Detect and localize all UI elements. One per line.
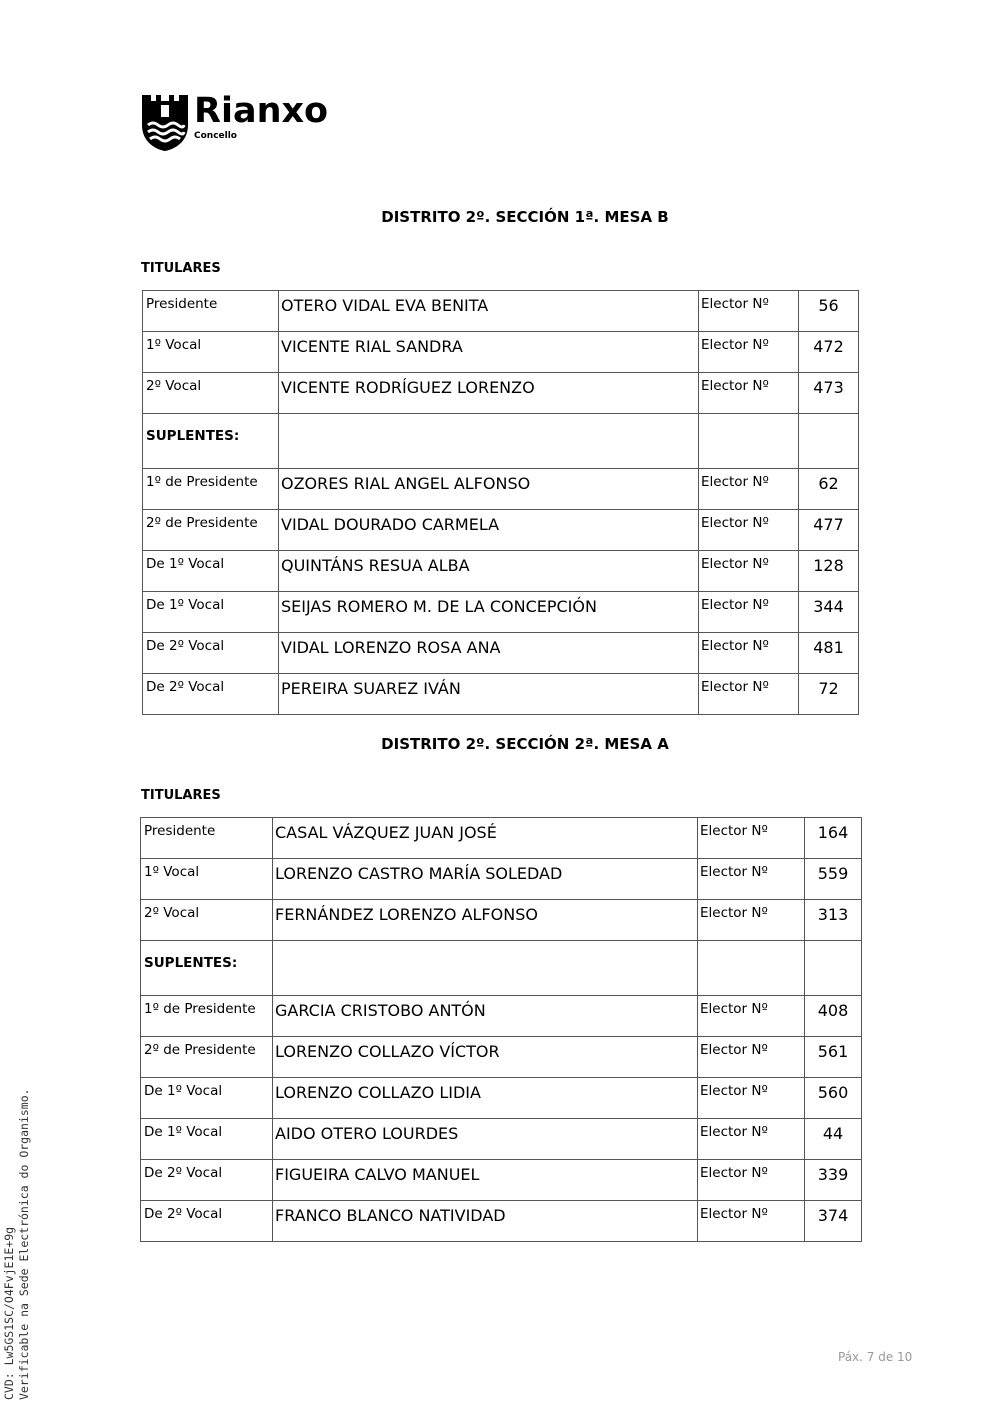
suplentes-label: SUPLENTES: bbox=[143, 414, 279, 469]
name-cell: VIDAL DOURADO CARMELA bbox=[279, 510, 699, 551]
empty-cell bbox=[699, 414, 799, 469]
elector-number-cell: 62 bbox=[799, 469, 859, 510]
table-row bbox=[141, 900, 862, 941]
elector-number-cell: 560 bbox=[805, 1078, 862, 1119]
cvd-code: CVD: Lw5GS1SC/O4FvjE1E+9g bbox=[2, 1226, 16, 1400]
elector-label-cell: Elector Nº bbox=[699, 291, 799, 332]
name-cell: FIGUEIRA CALVO MANUEL bbox=[273, 1160, 698, 1201]
elector-number-cell: 408 bbox=[805, 996, 862, 1037]
role-cell: De 1º Vocal bbox=[143, 592, 279, 633]
titulares-label: TITULARES bbox=[141, 788, 221, 803]
name-cell: VICENTE RODRÍGUEZ LORENZO bbox=[279, 373, 699, 414]
role-cell: De 2º Vocal bbox=[143, 633, 279, 674]
table-row bbox=[143, 291, 859, 332]
name-cell: GARCIA CRISTOBO ANTÓN bbox=[273, 996, 698, 1037]
elector-number-cell: 339 bbox=[805, 1160, 862, 1201]
table-row bbox=[141, 818, 862, 859]
table-row bbox=[141, 1201, 862, 1242]
elector-label-cell: Elector Nº bbox=[698, 1119, 805, 1160]
elector-label-cell: Elector Nº bbox=[698, 1037, 805, 1078]
logo-wordmark: Rianxo bbox=[194, 91, 329, 131]
mesa-table bbox=[140, 817, 862, 1242]
role-cell: De 1º Vocal bbox=[141, 1078, 273, 1119]
role-cell: De 1º Vocal bbox=[141, 1119, 273, 1160]
logo bbox=[142, 91, 329, 151]
mesa-table bbox=[142, 290, 859, 715]
table-row bbox=[143, 674, 859, 715]
role-cell: 2º de Presidente bbox=[143, 510, 279, 551]
empty-cell bbox=[279, 414, 699, 469]
name-cell: OTERO VIDAL EVA BENITA bbox=[279, 291, 699, 332]
table-row bbox=[143, 373, 859, 414]
elector-number-cell: 164 bbox=[805, 818, 862, 859]
table-row bbox=[141, 996, 862, 1037]
name-cell: SEIJAS ROMERO M. DE LA CONCEPCIÓN bbox=[279, 592, 699, 633]
elector-label-cell: Elector Nº bbox=[698, 859, 805, 900]
name-cell: LORENZO COLLAZO LIDIA bbox=[273, 1078, 698, 1119]
empty-cell bbox=[805, 941, 862, 996]
elector-number-cell: 477 bbox=[799, 510, 859, 551]
name-cell: CASAL VÁZQUEZ JUAN JOSÉ bbox=[273, 818, 698, 859]
table-row bbox=[141, 1078, 862, 1119]
titulares-label: TITULARES bbox=[141, 261, 221, 276]
elector-label-cell: Elector Nº bbox=[699, 674, 799, 715]
role-cell: 2º de Presidente bbox=[141, 1037, 273, 1078]
role-cell: De 1º Vocal bbox=[143, 551, 279, 592]
role-cell: 2º Vocal bbox=[141, 900, 273, 941]
name-cell: VIDAL LORENZO ROSA ANA bbox=[279, 633, 699, 674]
elector-number-cell: 344 bbox=[799, 592, 859, 633]
table-row bbox=[143, 551, 859, 592]
elector-label-cell: Elector Nº bbox=[698, 1078, 805, 1119]
elector-label-cell: Elector Nº bbox=[699, 469, 799, 510]
empty-cell bbox=[273, 941, 698, 996]
castle-shield-icon bbox=[142, 95, 188, 151]
role-cell: 2º Vocal bbox=[143, 373, 279, 414]
elector-number-cell: 561 bbox=[805, 1037, 862, 1078]
name-cell: VICENTE RIAL SANDRA bbox=[279, 332, 699, 373]
section-title: DISTRITO 2º. SECCIÓN 1ª. MESA B bbox=[381, 208, 669, 226]
elector-number-cell: 559 bbox=[805, 859, 862, 900]
table-row bbox=[141, 1160, 862, 1201]
role-cell: De 2º Vocal bbox=[143, 674, 279, 715]
elector-label-cell: Elector Nº bbox=[698, 818, 805, 859]
elector-label-cell: Elector Nº bbox=[699, 510, 799, 551]
verification-code bbox=[2, 1088, 32, 1400]
role-cell: 1º de Presidente bbox=[143, 469, 279, 510]
elector-label-cell: Elector Nº bbox=[698, 996, 805, 1037]
verification-note: Verificable na Sede Electrónica do Organismo. bbox=[17, 1088, 31, 1400]
name-cell: PEREIRA SUAREZ IVÁN bbox=[279, 674, 699, 715]
elector-number-cell: 44 bbox=[805, 1119, 862, 1160]
elector-label-cell: Elector Nº bbox=[698, 900, 805, 941]
section-title: DISTRITO 2º. SECCIÓN 2ª. MESA A bbox=[381, 735, 669, 753]
name-cell: LORENZO CASTRO MARÍA SOLEDAD bbox=[273, 859, 698, 900]
table-row bbox=[141, 1037, 862, 1078]
table-row bbox=[143, 469, 859, 510]
name-cell: OZORES RIAL ANGEL ALFONSO bbox=[279, 469, 699, 510]
table-row bbox=[141, 1119, 862, 1160]
elector-number-cell: 473 bbox=[799, 373, 859, 414]
table-row bbox=[143, 332, 859, 373]
elector-label-cell: Elector Nº bbox=[699, 592, 799, 633]
table-row bbox=[143, 592, 859, 633]
suplentes-header-row bbox=[141, 941, 862, 996]
role-cell: Presidente bbox=[143, 291, 279, 332]
role-cell: 1º de Presidente bbox=[141, 996, 273, 1037]
table-row bbox=[143, 510, 859, 551]
logo-subtitle: Concello bbox=[194, 131, 237, 141]
elector-label-cell: Elector Nº bbox=[699, 373, 799, 414]
name-cell: FRANCO BLANCO NATIVIDAD bbox=[273, 1201, 698, 1242]
table-row bbox=[141, 859, 862, 900]
empty-cell bbox=[799, 414, 859, 469]
role-cell: Presidente bbox=[141, 818, 273, 859]
name-cell: QUINTÁNS RESUA ALBA bbox=[279, 551, 699, 592]
elector-label-cell: Elector Nº bbox=[699, 332, 799, 373]
page-number: Páx. 7 de 10 bbox=[838, 1350, 913, 1364]
suplentes-label: SUPLENTES: bbox=[141, 941, 273, 996]
name-cell: AIDO OTERO LOURDES bbox=[273, 1119, 698, 1160]
elector-number-cell: 472 bbox=[799, 332, 859, 373]
elector-number-cell: 313 bbox=[805, 900, 862, 941]
elector-label-cell: Elector Nº bbox=[698, 1201, 805, 1242]
elector-label-cell: Elector Nº bbox=[698, 1160, 805, 1201]
role-cell: De 2º Vocal bbox=[141, 1201, 273, 1242]
elector-number-cell: 56 bbox=[799, 291, 859, 332]
name-cell: LORENZO COLLAZO VÍCTOR bbox=[273, 1037, 698, 1078]
elector-number-cell: 481 bbox=[799, 633, 859, 674]
empty-cell bbox=[698, 941, 805, 996]
elector-number-cell: 72 bbox=[799, 674, 859, 715]
elector-label-cell: Elector Nº bbox=[699, 551, 799, 592]
table-row bbox=[143, 633, 859, 674]
role-cell: 1º Vocal bbox=[143, 332, 279, 373]
role-cell: De 2º Vocal bbox=[141, 1160, 273, 1201]
elector-number-cell: 374 bbox=[805, 1201, 862, 1242]
elector-label-cell: Elector Nº bbox=[699, 633, 799, 674]
name-cell: FERNÁNDEZ LORENZO ALFONSO bbox=[273, 900, 698, 941]
elector-number-cell: 128 bbox=[799, 551, 859, 592]
role-cell: 1º Vocal bbox=[141, 859, 273, 900]
suplentes-header-row bbox=[143, 414, 859, 469]
